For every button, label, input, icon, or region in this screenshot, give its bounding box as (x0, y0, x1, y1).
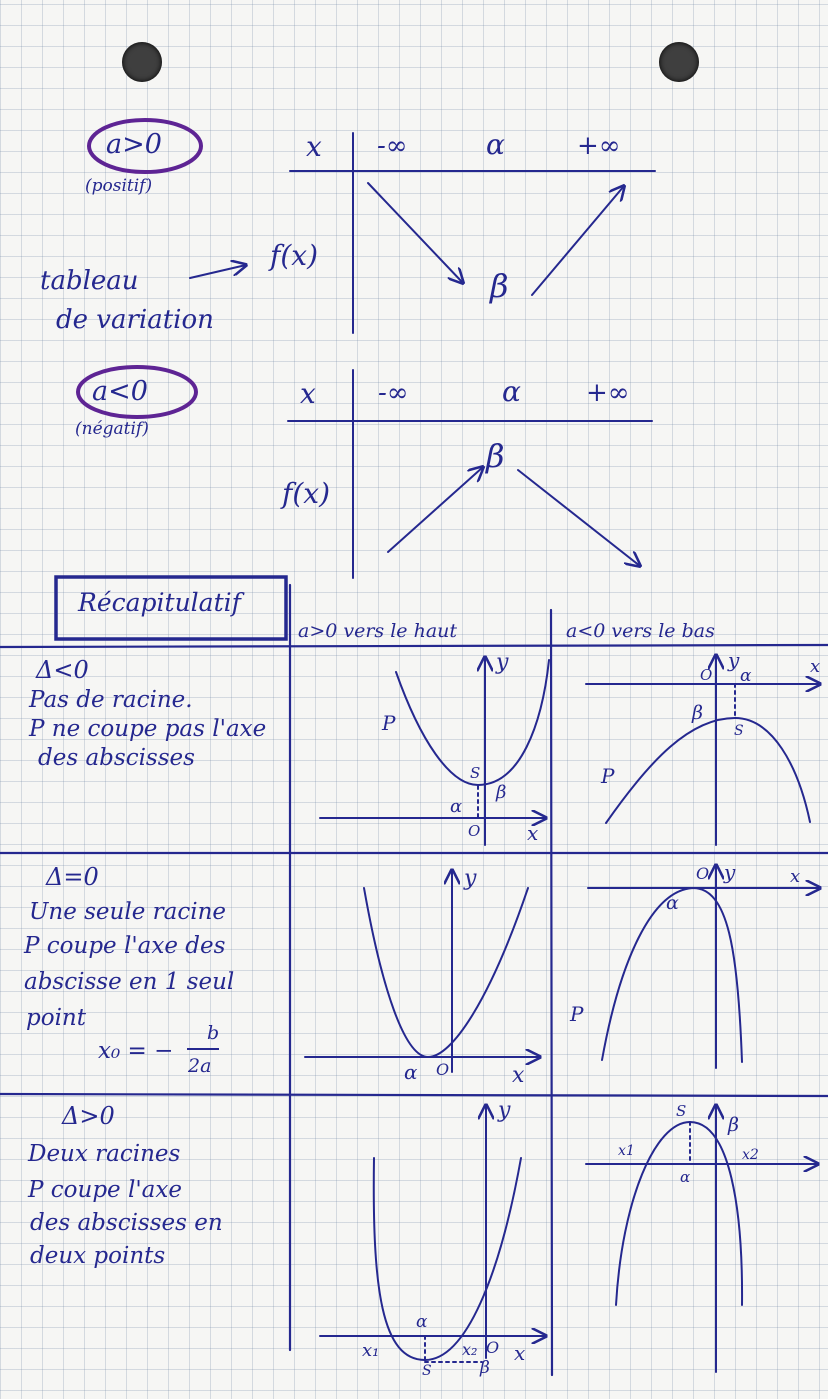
gB-P-label: P (601, 764, 615, 788)
gB-x-label: x (810, 656, 821, 677)
gA-alpha-label: α (450, 796, 463, 817)
gB-S-label: S (734, 723, 744, 739)
row2-formula-fraction-bar (187, 1048, 219, 1050)
gA-S-label: S (470, 764, 481, 782)
vt1-x-label: x (306, 130, 322, 163)
gC-alpha-label: α (404, 1060, 418, 1084)
gE-x1-label: x₁ (362, 1340, 380, 1361)
side-note-line-2: de variation (56, 305, 214, 335)
side-note-line-1: tableau (40, 266, 139, 296)
row3-case: Δ>0 (62, 1102, 115, 1130)
sign-condition-a-negative: a<0 (92, 376, 148, 407)
gA-origin-label: O (468, 822, 481, 840)
vt1-x-value-1: -∞ (377, 131, 408, 161)
row3-line-3: des abscisses en (30, 1210, 223, 1236)
recap-col-a-negative: a<0 vers le bas (566, 620, 715, 642)
vt1-extremum: β (490, 267, 509, 305)
gB-alpha-label: α (740, 666, 752, 686)
vt2-x-label: x (300, 377, 316, 410)
vt1-x-value-2: α (486, 128, 505, 161)
recap-col-a-positive: a>0 vers le haut (298, 620, 458, 642)
vt2-f-label: f(x) (282, 477, 331, 510)
graph-delta-zero-a-pos (305, 866, 540, 1072)
row3-line-4: deux points (30, 1243, 166, 1269)
gE-beta-label: β (480, 1358, 490, 1378)
vt1-x-value-3: +∞ (577, 131, 621, 161)
gD-y-label: y (724, 860, 736, 884)
gB-beta-label: β (692, 702, 703, 724)
row2-line-1: Une seule racine (29, 899, 226, 925)
gE-S-label: S (422, 1363, 432, 1379)
row1-line-1: Pas de racine. (29, 687, 193, 713)
row1-line-3: des abscisses (38, 745, 195, 771)
sign-note-negative: (négatif) (75, 419, 149, 439)
vt1-f-label: f(x) (270, 239, 319, 272)
gF-alpha-label: α (680, 1168, 691, 1186)
row2-case: Δ=0 (46, 863, 99, 891)
gD-alpha-label: α (666, 892, 679, 914)
row2-formula-lhs: x₀ = − (98, 1038, 174, 1064)
vt2-x-value-2: α (502, 375, 521, 408)
gE-origin-label: O (486, 1338, 500, 1357)
gE-x2-label: x₂ (462, 1340, 478, 1359)
row1-line-2: P ne coupe pas l'axe (29, 716, 267, 742)
graph-delta-pos-a-pos (320, 1105, 546, 1365)
gC-x-label: x (512, 1063, 525, 1088)
gF-beta-label: β (728, 1114, 739, 1136)
side-note-arrow (190, 265, 246, 278)
gB-origin-label: O (700, 666, 713, 684)
row2-formula-denominator: 2a (188, 1055, 212, 1077)
gA-y-label: y (496, 650, 509, 675)
graph-delta-zero-a-neg (588, 865, 820, 1068)
vt2-extremum: β (486, 437, 505, 475)
sign-note-positive: (positif) (85, 176, 153, 196)
gA-P-label: P (382, 711, 396, 735)
gF-S-label: S (676, 1102, 687, 1120)
gD-P-label: P (570, 1002, 584, 1026)
row2-line-4: point (26, 1005, 86, 1031)
gC-y-label: y (464, 866, 477, 891)
row3-line-1: Deux racines (28, 1141, 181, 1167)
gE-x-label: x (514, 1341, 526, 1365)
gA-beta-label: β (496, 782, 507, 803)
vt2-x-value-3: +∞ (586, 378, 630, 408)
row2-formula-numerator: b (207, 1022, 220, 1044)
row3-line-2: P coupe l'axe (28, 1177, 182, 1203)
row2-line-3: abscisse en 1 seul (24, 969, 235, 995)
gB-y-label: y (728, 648, 740, 672)
gC-origin-label: O (436, 1060, 450, 1079)
gE-alpha-label: α (416, 1312, 428, 1332)
gE-y-label: y (498, 1098, 511, 1123)
gD-x-label: x (790, 866, 801, 887)
gD-origin-label: O (696, 864, 710, 883)
row2-line-2: P coupe l'axe des (24, 933, 226, 959)
gF-x1-label: x1 (618, 1143, 635, 1159)
gF-x2-label: x2 (742, 1147, 759, 1163)
vt2-x-value-1: -∞ (378, 378, 409, 408)
row1-case: Δ<0 (36, 656, 89, 684)
gA-x-label: x (527, 821, 539, 845)
sign-condition-a-positive: a>0 (106, 129, 162, 160)
variation-table-1-lines (290, 128, 655, 333)
recap-title: Récapitulatif (78, 588, 241, 617)
graph-delta-neg-a-pos (320, 657, 549, 845)
